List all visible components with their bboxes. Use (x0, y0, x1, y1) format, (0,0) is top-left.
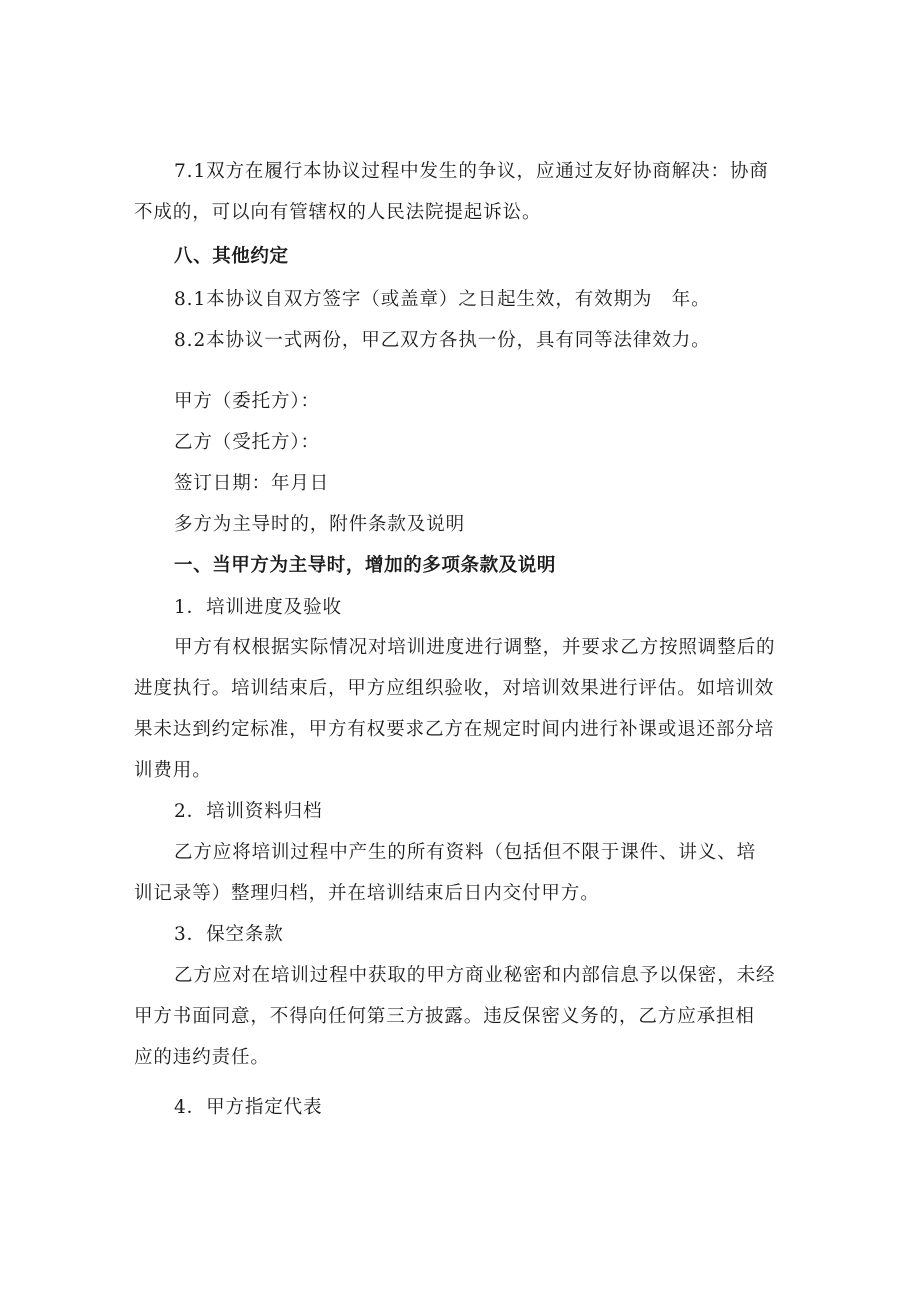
appendix-title: 多方为主导时的，附件条款及说明 (174, 514, 466, 535)
appendix-section-1-heading: 一、当甲方为主导时，增加的多项条款及说明 (174, 555, 557, 576)
clause-7-1-line-1: 7.1双方在履行本协议过程中发生的争议，应通过友好协商解决：协商 (174, 161, 769, 182)
item-3-paragraph-line-2: 甲方书面同意，不得向任何第三方披露。违反保密义务的，乙方应承担相 (134, 1006, 755, 1027)
clause-7-1-line-2: 不成的，可以向有管辖权的人民法院提起诉讼。 (134, 202, 542, 223)
item-1-paragraph-line-4: 训费用。 (134, 760, 212, 781)
party-a-signature-label: 甲方（委托方）： (174, 391, 320, 412)
item-4-heading: 4．甲方指定代表 (174, 1097, 323, 1118)
item-3-heading: 3．保空条款 (174, 924, 284, 945)
party-b-signature-label: 乙方（受托方）： (174, 432, 320, 453)
item-3-paragraph-line-1: 乙方应对在培训过程中获取的甲方商业秘密和内部信息予以保密，未经 (174, 965, 776, 986)
item-1-paragraph-line-1: 甲方有权根据实际情况对培训进度进行调整，并要求乙方按照调整后的 (174, 637, 776, 658)
item-1-paragraph-line-3: 果未达到约定标准，甲方有权要求乙方在规定时间内进行补课或退还部分培 (134, 719, 775, 740)
item-2-heading: 2．培训资料归档 (174, 801, 323, 822)
signing-date-label: 签订日期：年月日 (174, 473, 330, 494)
clause-8-2: 8.2本协议一式两份，甲乙双方各执一份，具有同等法律效力。 (174, 330, 711, 351)
item-1-paragraph-line-2: 进度执行。培训结束后，甲方应组织验收，对培训效果进行评估。如培训效 (134, 678, 775, 699)
item-3-paragraph-line-3: 应的违约责任。 (134, 1047, 270, 1068)
clause-8-1: 8.1本协议自双方签字（或盖章）之日起生效，有效期为 年。 (174, 289, 711, 310)
item-2-paragraph-line-2: 训记录等）整理归档，并在培训结束后日内交付甲方。 (134, 883, 600, 904)
item-2-paragraph-line-1: 乙方应将培训过程中产生的所有资料（包括但不限于课件、讲义、培 (174, 842, 757, 863)
item-1-heading: 1．培训进度及验收 (174, 597, 342, 618)
section-8-heading: 八、其他约定 (174, 246, 289, 267)
